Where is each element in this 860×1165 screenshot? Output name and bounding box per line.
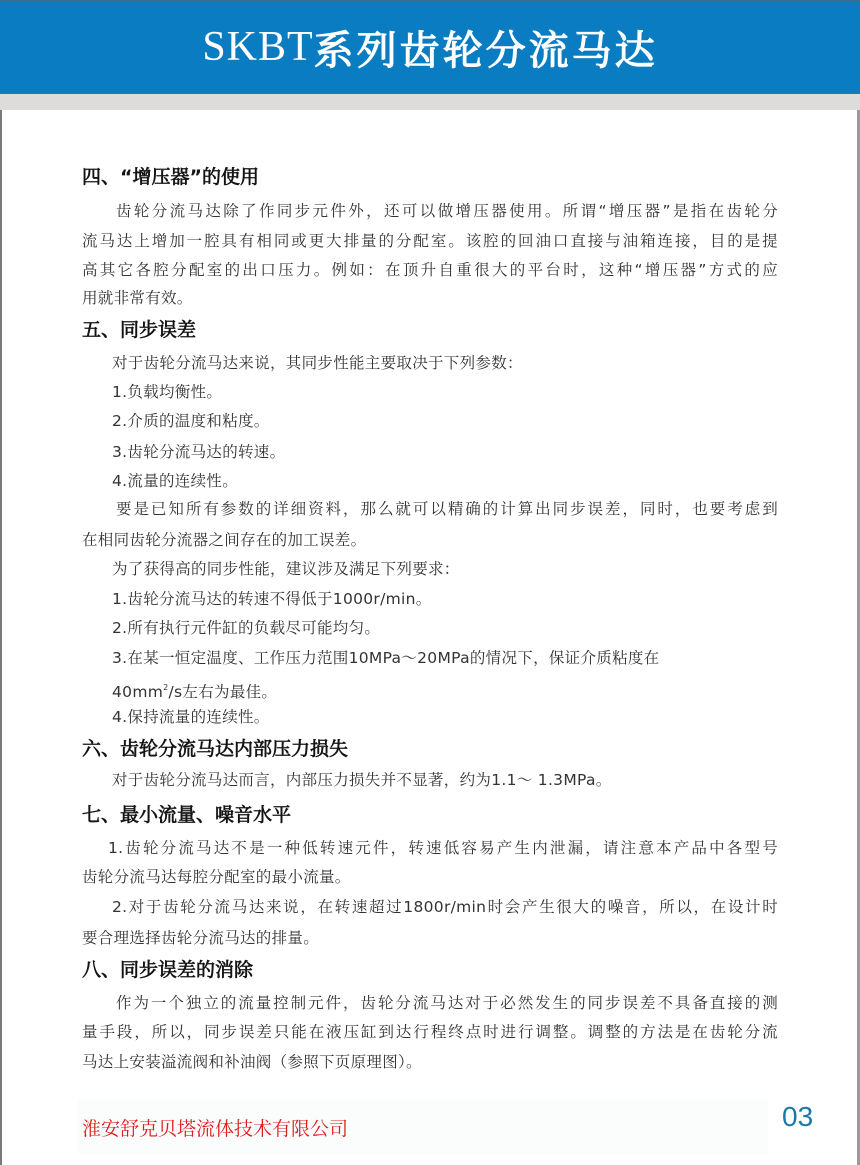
list-item: 3.齿轮分流马达的转速。 bbox=[112, 443, 286, 461]
paragraph-line: 要是已知所有参数的详细资料，那么就可以精确的计算出同步误差，同时，也要考虑到 bbox=[116, 500, 778, 518]
list-item: 4.流量的连续性。 bbox=[112, 472, 238, 490]
superscript-exponent: 2 bbox=[163, 683, 169, 692]
page-border-left bbox=[0, 110, 2, 1165]
paragraph-line: 用就非常有效。 bbox=[82, 289, 193, 307]
paragraph-line: 要合理选择齿轮分流马达的排量。 bbox=[82, 929, 320, 947]
list-item: 1.齿轮分流马达不是一种低转速元件，转速低容易产生内泄漏，请注意本产品中各型号 bbox=[108, 839, 778, 857]
viscosity-value: 40mm bbox=[112, 683, 164, 701]
paragraph-line: 对于齿轮分流马达来说，其同步性能主要取决于下列参数： bbox=[112, 354, 523, 372]
page-number: 03 bbox=[782, 1101, 814, 1132]
paragraph-line: 作为一个独立的流量控制元件，齿轮分流马达对于必然发生的同步误差不具备直接的测 bbox=[116, 994, 778, 1012]
list-item: 4.保持流量的连续性。 bbox=[112, 708, 270, 726]
list-item: 3.在某一恒定温度、工作压力范围10MPa～20MPa的情况下，保证介质粘度在 bbox=[112, 649, 660, 667]
section-heading-pressure-loss: 六、齿轮分流马达内部压力损失 bbox=[82, 738, 349, 760]
list-item-continuation bbox=[112, 677, 277, 703]
viscosity-unit-text: /s左右为最佳。 bbox=[168, 683, 278, 701]
company-name: 淮安舒克贝塔流体技术有限公司 bbox=[82, 1118, 349, 1140]
header-divider-strip bbox=[0, 94, 860, 110]
paragraph-line: 流马达上增加一腔具有相同或更大排量的分配室。该腔的回油口直接与油箱连接，目的是提 bbox=[82, 232, 778, 250]
list-item: 2.对于齿轮分流马达来说，在转速超过1800r/min时会产生很大的噪音，所以，在设计时 bbox=[112, 898, 778, 916]
list-item: 2.介质的温度和粘度。 bbox=[112, 412, 270, 430]
title-product-name: 系列齿轮分流马达 bbox=[313, 27, 658, 74]
list-item: 1.齿轮分流马达的转速不得低于1000r/min。 bbox=[112, 590, 432, 608]
section-heading-min-flow-noise: 七、最小流量、噪音水平 bbox=[82, 804, 292, 826]
paragraph-line: 对于齿轮分流马达而言，内部压力损失并不显著，约为1.1～ 1.3MPa。 bbox=[112, 771, 612, 789]
section-heading-error-elimination: 八、同步误差的消除 bbox=[82, 959, 254, 981]
list-item: 1.负载均衡性。 bbox=[112, 383, 223, 401]
section-heading-sync-error: 五、同步误差 bbox=[82, 319, 197, 341]
paragraph-line: 为了获得高的同步性能，建议涉及满足下列要求： bbox=[112, 560, 460, 578]
section-heading-booster: 四、“增压器”的使用 bbox=[82, 166, 259, 188]
page-title bbox=[0, 0, 860, 94]
paragraph-line: 量手段，所以，同步误差只能在液压缸到达行程终点时进行调整。调整的方法是在齿轮分流 bbox=[82, 1023, 778, 1041]
title-series-code: SKBT bbox=[202, 24, 314, 70]
paragraph-line: 马达上安装溢流阀和补油阀（参照下页原理图）。 bbox=[82, 1053, 422, 1071]
paragraph-line: 齿轮分流马达每腔分配室的最小流量。 bbox=[82, 868, 351, 886]
paragraph-line: 高其它各腔分配室的出口压力。例如：在顶升自重很大的平台时，这种“增压器”方式的应 bbox=[82, 261, 778, 279]
paragraph-line: 齿轮分流马达除了作同步元件外，还可以做增压器使用。所谓“增压器”是指在齿轮分 bbox=[116, 202, 778, 220]
list-item: 2.所有执行元件缸的负载尽可能均匀。 bbox=[112, 619, 381, 637]
paragraph-line: 在相同齿轮分流器之间存在的加工误差。 bbox=[82, 531, 367, 549]
